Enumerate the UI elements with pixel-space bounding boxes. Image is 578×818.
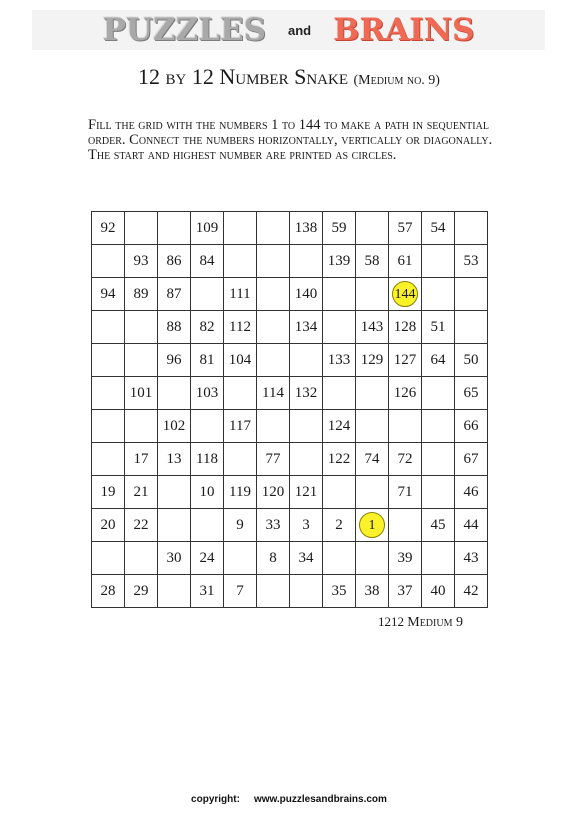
given-number: 96 [166, 351, 182, 368]
grid-cell[interactable] [323, 443, 356, 476]
grid-cell[interactable] [356, 245, 389, 278]
grid-cell[interactable] [389, 344, 422, 377]
grid-cell[interactable] [290, 575, 323, 608]
grid-cell[interactable] [323, 476, 356, 509]
given-number: 28 [100, 582, 116, 599]
given-number: 71 [397, 483, 413, 500]
grid-cell[interactable] [356, 344, 389, 377]
grid-cell[interactable] [389, 245, 422, 278]
grid-cell[interactable] [455, 410, 488, 443]
grid-cell[interactable] [389, 410, 422, 443]
grid-cell[interactable] [92, 377, 125, 410]
grid-cell[interactable] [389, 509, 422, 542]
given-number: 103 [195, 384, 219, 401]
given-number: 140 [294, 285, 318, 302]
grid-cell[interactable] [455, 311, 488, 344]
given-number: 74 [364, 450, 380, 467]
grid-cell[interactable] [356, 443, 389, 476]
given-number: 121 [294, 483, 318, 500]
grid-row [92, 476, 488, 509]
grid-cell[interactable] [290, 443, 323, 476]
grid-cell[interactable] [290, 344, 323, 377]
given-number: 20 [100, 516, 116, 533]
given-number: 128 [393, 318, 417, 335]
logo-brains: BRAINS [333, 11, 475, 48]
grid-cell[interactable] [224, 476, 257, 509]
grid-cell[interactable] [323, 344, 356, 377]
given-number: 87 [166, 285, 182, 302]
given-number: 120 [261, 483, 285, 500]
grid-cell[interactable] [422, 278, 455, 311]
title-subtitle: (Medium no. 9) [353, 73, 440, 88]
grid-cell[interactable] [224, 278, 257, 311]
given-number: 119 [229, 483, 251, 500]
grid-cell[interactable] [290, 377, 323, 410]
given-number: 114 [262, 384, 284, 401]
given-number: 58 [364, 252, 380, 269]
grid-cell[interactable] [125, 245, 158, 278]
grid-row [92, 212, 488, 245]
grid-cell[interactable] [323, 377, 356, 410]
logo-puzzles: PUZZLES [102, 11, 267, 48]
grid-row [92, 443, 488, 476]
grid-cell[interactable] [224, 542, 257, 575]
grid-cell[interactable] [455, 212, 488, 245]
given-number: 109 [195, 219, 219, 236]
grid-cell[interactable] [422, 245, 455, 278]
grid-cell[interactable] [356, 212, 389, 245]
grid-cell[interactable] [191, 311, 224, 344]
grid-cell[interactable] [125, 377, 158, 410]
grid-cell[interactable] [92, 509, 125, 542]
grid-cell[interactable] [92, 278, 125, 311]
given-number: 81 [199, 351, 215, 368]
grid-cell[interactable] [257, 575, 290, 608]
grid-cell[interactable] [422, 344, 455, 377]
grid-cell[interactable] [191, 542, 224, 575]
grid-cell[interactable] [158, 509, 191, 542]
given-number: 39 [397, 549, 413, 566]
grid-cell[interactable] [323, 575, 356, 608]
given-number: 82 [199, 318, 215, 335]
grid-cell[interactable] [191, 443, 224, 476]
grid-cell[interactable] [191, 575, 224, 608]
given-number: 50 [463, 351, 479, 368]
grid-cell[interactable] [257, 509, 290, 542]
grid-cell[interactable] [389, 212, 422, 245]
given-number: 94 [100, 285, 116, 302]
given-number: 33 [265, 516, 281, 533]
grid-cell[interactable] [356, 476, 389, 509]
grid-cell[interactable] [323, 245, 356, 278]
given-number: 38 [364, 582, 380, 599]
grid-row [92, 377, 488, 410]
given-number: 21 [133, 483, 149, 500]
grid-cell[interactable] [290, 509, 323, 542]
grid-cell[interactable] [158, 245, 191, 278]
grid-cell[interactable] [158, 377, 191, 410]
given-number: 104 [228, 351, 252, 368]
given-number: 126 [393, 384, 417, 401]
grid-cell[interactable] [92, 542, 125, 575]
grid-cell[interactable] [191, 377, 224, 410]
given-number: 111 [229, 285, 251, 302]
grid-cell[interactable] [356, 377, 389, 410]
given-number: 122 [327, 450, 351, 467]
grid-cell[interactable] [158, 311, 191, 344]
given-number: 133 [327, 351, 351, 368]
given-number: 118 [196, 450, 218, 467]
given-number: 124 [327, 417, 351, 434]
given-number: 31 [199, 582, 215, 599]
given-number: 51 [430, 318, 446, 335]
given-number: 29 [133, 582, 149, 599]
grid-cell[interactable] [323, 212, 356, 245]
grid-cell[interactable] [323, 278, 356, 311]
grid-cell[interactable] [389, 443, 422, 476]
grid-cell[interactable] [158, 212, 191, 245]
header-banner [32, 10, 545, 50]
given-number: 86 [166, 252, 182, 269]
given-number: 53 [463, 252, 479, 269]
given-number: 44 [463, 516, 479, 533]
grid-cell[interactable] [356, 278, 389, 311]
grid-cell[interactable] [125, 311, 158, 344]
given-number: 112 [229, 318, 251, 335]
grid-cell[interactable] [290, 410, 323, 443]
grid-cell[interactable] [422, 410, 455, 443]
given-number: 72 [397, 450, 413, 467]
grid-cell[interactable] [422, 542, 455, 575]
grid-cell[interactable] [290, 278, 323, 311]
grid-cell[interactable] [422, 443, 455, 476]
given-number: 45 [430, 516, 446, 533]
given-number: 61 [397, 252, 413, 269]
grid-row [92, 575, 488, 608]
circled-number: 144 [392, 281, 418, 307]
grid-cell[interactable] [422, 476, 455, 509]
puzzle-grid [91, 211, 488, 608]
given-number: 8 [269, 549, 277, 566]
grid-cell[interactable] [455, 476, 488, 509]
grid-cell[interactable] [257, 443, 290, 476]
grid-cell[interactable] [323, 311, 356, 344]
given-number: 132 [294, 384, 318, 401]
grid-row [92, 245, 488, 278]
grid-cell[interactable] [158, 542, 191, 575]
given-number: 89 [133, 285, 149, 302]
given-number: 54 [430, 219, 446, 236]
grid-cell[interactable] [92, 443, 125, 476]
grid-cell[interactable] [257, 377, 290, 410]
grid-cell[interactable] [191, 278, 224, 311]
grid-cell[interactable] [158, 278, 191, 311]
given-number: 10 [199, 483, 215, 500]
logo-and: and [288, 22, 312, 38]
given-number: 92 [100, 219, 116, 236]
grid-cell[interactable] [323, 542, 356, 575]
given-number: 13 [166, 450, 182, 467]
given-number: 134 [294, 318, 318, 335]
copyright-footer [0, 794, 578, 805]
grid-cell[interactable] [191, 476, 224, 509]
grid-cell[interactable] [389, 377, 422, 410]
grid-cell[interactable] [455, 575, 488, 608]
given-number: 93 [133, 252, 149, 269]
grid-cell[interactable] [191, 245, 224, 278]
given-number: 22 [133, 516, 149, 533]
grid-cell[interactable] [455, 278, 488, 311]
grid-cell[interactable] [92, 476, 125, 509]
given-number: 3 [302, 516, 310, 533]
given-number: 101 [129, 384, 153, 401]
grid-row [92, 509, 488, 542]
given-number: 57 [397, 219, 413, 236]
given-number: 24 [199, 549, 215, 566]
grid-cell[interactable] [356, 410, 389, 443]
grid-cell[interactable] [224, 212, 257, 245]
grid-cell[interactable] [224, 575, 257, 608]
given-number: 139 [327, 252, 351, 269]
grid-cell[interactable] [257, 542, 290, 575]
grid-row [92, 542, 488, 575]
grid-cell[interactable] [158, 410, 191, 443]
grid-cell[interactable] [356, 575, 389, 608]
grid-cell[interactable] [422, 212, 455, 245]
given-number: 64 [430, 351, 446, 368]
grid-cell[interactable] [455, 509, 488, 542]
title-main: 12 by 12 Number Snake [138, 64, 348, 89]
page-title [0, 64, 578, 90]
given-number: 17 [133, 450, 149, 467]
grid-cell[interactable] [257, 245, 290, 278]
puzzle-label: Medium 9 [407, 615, 463, 630]
grid-cell[interactable] [389, 311, 422, 344]
given-number: 66 [463, 417, 479, 434]
grid-cell[interactable] [158, 344, 191, 377]
instruction-line: The start and highest number are printed as circles. [88, 147, 397, 163]
grid-cell[interactable] [290, 245, 323, 278]
grid-cell[interactable] [257, 344, 290, 377]
puzzle-id [378, 614, 463, 631]
grid-cell[interactable] [92, 212, 125, 245]
given-number: 102 [162, 417, 186, 434]
grid-cell[interactable] [290, 311, 323, 344]
grid-cell[interactable] [92, 245, 125, 278]
grid-cell[interactable] [257, 476, 290, 509]
grid-cell[interactable] [125, 278, 158, 311]
grid-cell[interactable] [290, 476, 323, 509]
grid-table [91, 211, 488, 608]
grid-cell[interactable] [92, 410, 125, 443]
given-number: 84 [199, 252, 215, 269]
instructions [88, 118, 558, 163]
given-number: 88 [166, 318, 182, 335]
grid-cell[interactable] [158, 575, 191, 608]
given-number: 65 [463, 384, 479, 401]
grid-cell[interactable] [323, 410, 356, 443]
grid-row [92, 344, 488, 377]
grid-row [92, 410, 488, 443]
given-number: 46 [463, 483, 479, 500]
given-number: 59 [331, 219, 347, 236]
given-number: 37 [397, 582, 413, 599]
grid-cell[interactable] [191, 509, 224, 542]
given-number: 35 [331, 582, 347, 599]
grid-cell[interactable] [158, 443, 191, 476]
grid-cell[interactable] [125, 476, 158, 509]
website-link[interactable]: www.puzzlesandbrains.com [253, 794, 387, 805]
grid-cell[interactable] [422, 575, 455, 608]
grid-row [92, 278, 488, 311]
grid-cell[interactable] [389, 542, 422, 575]
grid-row [92, 311, 488, 344]
grid-cell[interactable] [224, 410, 257, 443]
given-number: 77 [265, 450, 281, 467]
grid-cell[interactable] [224, 443, 257, 476]
given-number: 117 [229, 417, 251, 434]
grid-cell[interactable] [125, 212, 158, 245]
grid-cell[interactable] [455, 245, 488, 278]
grid-cell[interactable] [389, 575, 422, 608]
given-number: 2 [335, 516, 343, 533]
given-number: 19 [100, 483, 116, 500]
grid-cell[interactable] [224, 245, 257, 278]
grid-cell[interactable] [290, 542, 323, 575]
grid-cell[interactable] [455, 344, 488, 377]
grid-cell[interactable] [356, 542, 389, 575]
grid-cell[interactable] [389, 278, 422, 311]
instruction-line: Fill the grid with the numbers 1 to 144 to make a path in sequential [88, 117, 489, 133]
grid-cell[interactable] [125, 410, 158, 443]
grid-cell[interactable] [92, 344, 125, 377]
given-number: 138 [294, 219, 318, 236]
copyright-label: copyright: [191, 794, 240, 805]
grid-cell[interactable] [92, 311, 125, 344]
grid-cell[interactable] [257, 410, 290, 443]
given-number: 143 [360, 318, 384, 335]
circled-number: 1 [359, 512, 385, 538]
grid-cell[interactable] [422, 509, 455, 542]
grid-cell[interactable] [290, 212, 323, 245]
given-number: 67 [463, 450, 479, 467]
grid-cell[interactable] [125, 575, 158, 608]
grid-cell[interactable] [356, 509, 389, 542]
given-number: 9 [236, 516, 244, 533]
grid-cell[interactable] [422, 377, 455, 410]
given-number: 127 [393, 351, 417, 368]
grid-cell[interactable] [455, 542, 488, 575]
grid-cell[interactable] [224, 311, 257, 344]
grid-cell[interactable] [92, 575, 125, 608]
grid-cell[interactable] [224, 377, 257, 410]
given-number: 7 [236, 582, 244, 599]
grid-cell[interactable] [191, 344, 224, 377]
grid-cell[interactable] [224, 344, 257, 377]
given-number: 42 [463, 582, 479, 599]
given-number: 129 [360, 351, 384, 368]
grid-cell[interactable] [257, 278, 290, 311]
grid-cell[interactable] [125, 344, 158, 377]
grid-cell[interactable] [257, 212, 290, 245]
given-number: 43 [463, 549, 479, 566]
grid-cell[interactable] [257, 311, 290, 344]
grid-cell[interactable] [125, 542, 158, 575]
given-number: 34 [298, 549, 314, 566]
grid-cell[interactable] [125, 509, 158, 542]
grid-cell[interactable] [125, 443, 158, 476]
puzzle-code: 1212 [378, 614, 404, 629]
grid-cell[interactable] [224, 509, 257, 542]
grid-cell[interactable] [158, 476, 191, 509]
grid-cell[interactable] [455, 377, 488, 410]
grid-cell[interactable] [191, 212, 224, 245]
instruction-line: order. Connect the numbers horizontally, vertically or diagonally. [88, 132, 493, 148]
grid-cell[interactable] [191, 410, 224, 443]
grid-cell[interactable] [422, 311, 455, 344]
grid-cell[interactable] [323, 509, 356, 542]
given-number: 40 [430, 582, 446, 599]
grid-cell[interactable] [389, 476, 422, 509]
given-number: 30 [166, 549, 182, 566]
grid-cell[interactable] [356, 311, 389, 344]
grid-cell[interactable] [455, 443, 488, 476]
